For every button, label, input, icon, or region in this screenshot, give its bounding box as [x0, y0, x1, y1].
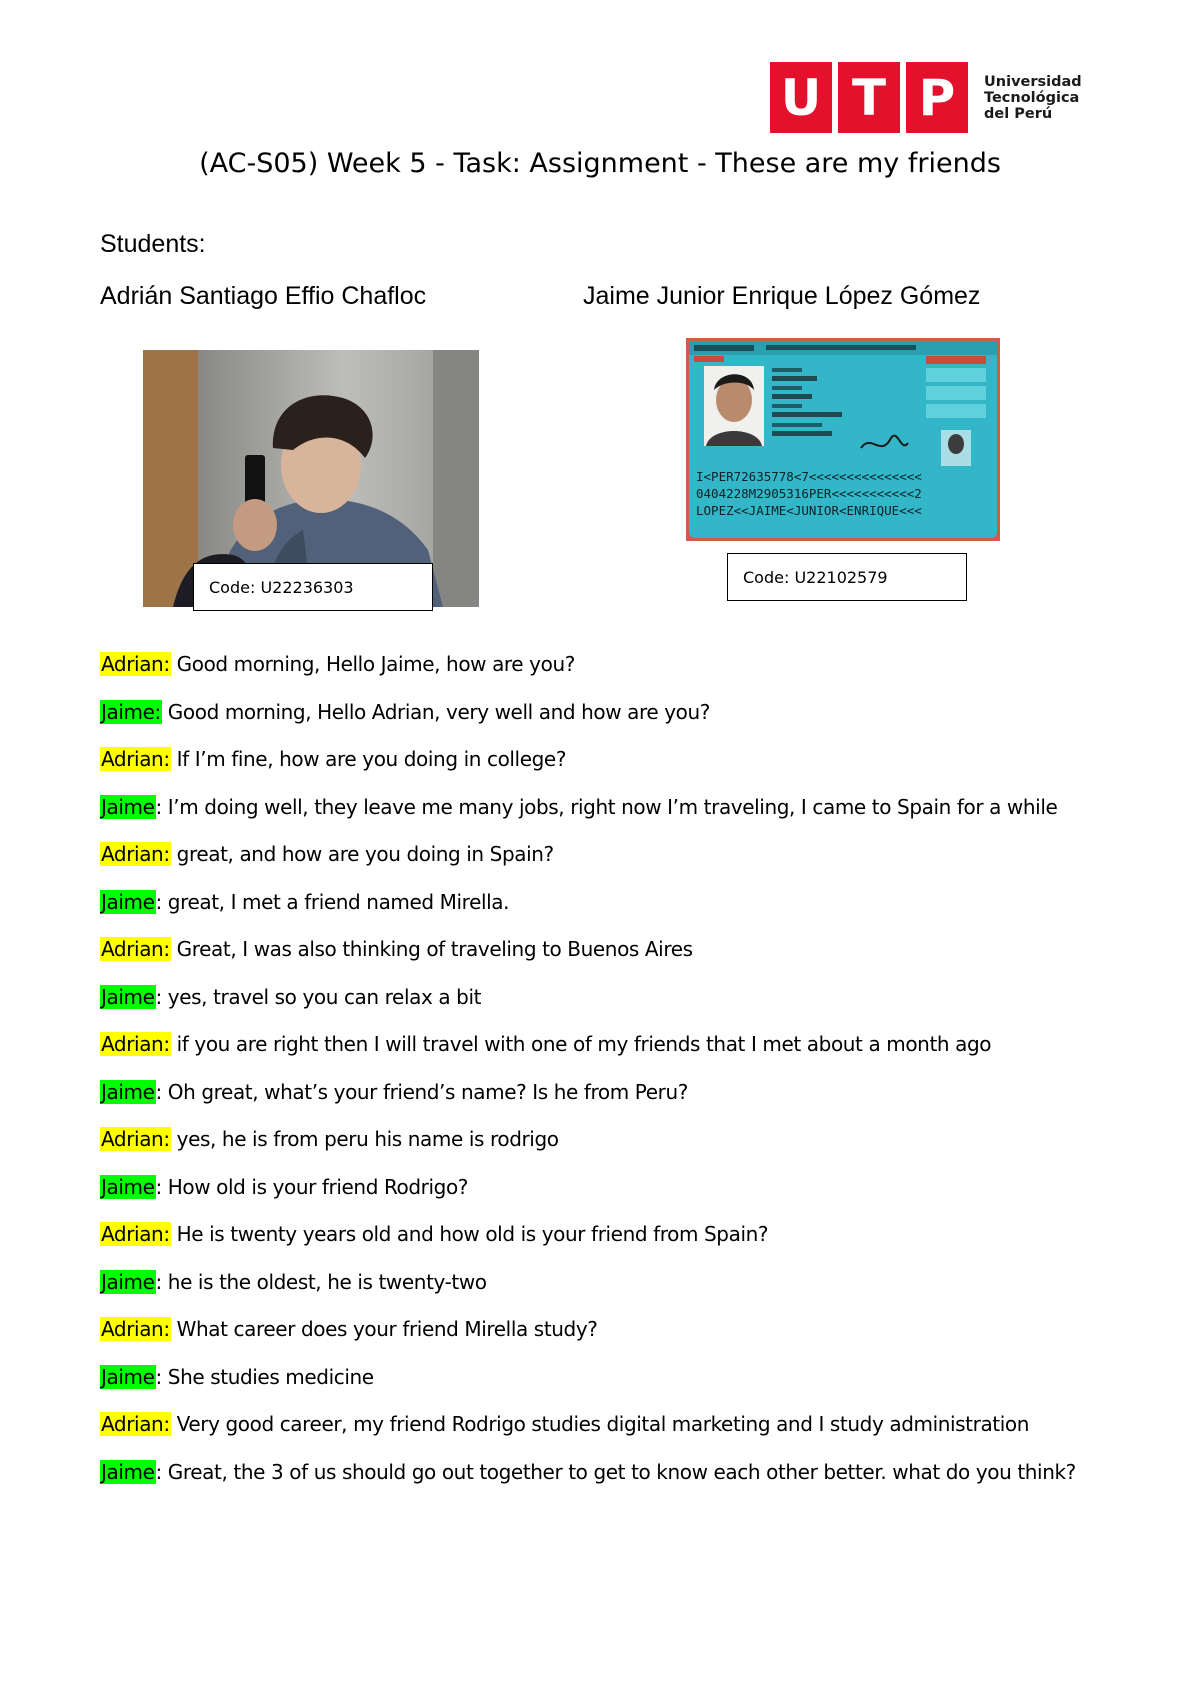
dialogue: [100, 650, 1100, 1505]
speaker-adrian: Adrian:: [101, 937, 170, 961]
logo-letter-p: P: [918, 68, 956, 127]
dialogue-text: Good morning, Hello Jaime, how are you?: [170, 652, 575, 676]
speaker-jaime: Jaime: [101, 1269, 155, 1294]
mrz-line-3: LOPEZ<<JAIME<JUNIOR<ENRIQUE<<<: [696, 503, 922, 518]
id-card-illustration: [686, 338, 1000, 541]
dialogue-text: If I’m fine, how are you doing in college?: [170, 747, 567, 771]
student-1-code: Code: U22236303: [193, 563, 433, 611]
dialogue-line: [100, 1410, 1100, 1439]
dialogue-line: [100, 745, 1100, 774]
speaker-adrian: Adrian:: [101, 1412, 170, 1436]
logo-block-u: [770, 62, 832, 133]
dialogue-line: [100, 1268, 1100, 1297]
speaker-jaime: Jaime: [101, 1079, 155, 1104]
students-label: Students:: [100, 230, 206, 258]
dialogue-line: [100, 698, 1100, 727]
student-2-id-card: [686, 338, 1000, 541]
speaker-jaime: Jaime: [101, 794, 155, 819]
dialogue-text: : How old is your friend Rodrigo?: [155, 1174, 469, 1199]
dialogue-text: : Oh great, what’s your friend’s name? Is he from Peru?: [155, 1079, 688, 1104]
speaker-adrian: Adrian:: [101, 747, 170, 771]
mrz-line-2: 0404228M2905316PER<<<<<<<<<<<2: [696, 486, 922, 501]
dialogue-text: : She studies medicine: [155, 1364, 374, 1389]
speaker-adrian: Adrian:: [101, 842, 170, 866]
speaker-jaime: Jaime: [101, 1174, 155, 1199]
dialogue-text: : I’m doing well, they leave me many jobs, right now I’m traveling, I came to Spain for a while: [155, 794, 1058, 819]
dialogue-line: [100, 840, 1100, 869]
student-2-code: Code: U22102579: [727, 553, 967, 601]
speaker-adrian: Adrian:: [101, 1222, 170, 1246]
logo-block-t: [838, 62, 900, 133]
dialogue-text: : yes, travel so you can relax a bit: [155, 984, 482, 1009]
logo-block-p: [906, 62, 968, 133]
student-name-1: Adrián Santiago Effio Chafloc: [100, 282, 427, 310]
dialogue-text: Very good career, my friend Rodrigo studies digital marketing and I study administration: [170, 1412, 1030, 1436]
speaker-adrian: Adrian:: [101, 1317, 170, 1341]
mrz-line-1: I<PER72635778<7<<<<<<<<<<<<<<<: [696, 469, 922, 484]
dialogue-line: [100, 1125, 1100, 1154]
dialogue-text: : great, I met a friend named Mirella.: [155, 889, 510, 914]
dialogue-text: : he is the oldest, he is twenty-two: [155, 1269, 487, 1294]
speaker-jaime: Jaime: [101, 889, 155, 914]
dialogue-text: Good morning, Hello Adrian, very well and how are you?: [161, 699, 711, 724]
dialogue-line: [100, 1030, 1100, 1059]
speaker-jaime: Jaime: [101, 1364, 155, 1389]
dialogue-line: [100, 1173, 1100, 1202]
dialogue-text: Great, I was also thinking of traveling to Buenos Aires: [170, 937, 693, 961]
speaker-adrian: Adrian:: [101, 1032, 170, 1056]
logo-university-name: [984, 74, 1082, 122]
speaker-adrian: Adrian:: [101, 652, 170, 676]
logo-text-line-1: Universidad: [984, 73, 1082, 90]
logo-text-line-2: Tecnológica: [984, 89, 1080, 106]
speaker-adrian: Adrian:: [101, 1127, 170, 1151]
dialogue-text: if you are right then I will travel with one of my friends that I met about a month ago: [170, 1032, 992, 1056]
logo-letter-u: U: [780, 68, 822, 127]
dialogue-line: [100, 935, 1100, 964]
dialogue-text: great, and how are you doing in Spain?: [170, 842, 554, 866]
dialogue-line: [100, 983, 1100, 1012]
dialogue-line: [100, 888, 1100, 917]
dialogue-line: [100, 793, 1100, 822]
speaker-jaime: Jaime: [101, 1459, 155, 1484]
dialogue-line: [100, 1363, 1100, 1392]
student-name-2: Jaime Junior Enrique López Gómez: [583, 282, 981, 310]
speaker-jaime: Jaime:: [101, 699, 161, 724]
dialogue-line: [100, 1458, 1100, 1487]
speaker-jaime: Jaime: [101, 984, 155, 1009]
utp-logo: [770, 62, 1082, 133]
dialogue-line: [100, 1078, 1100, 1107]
dialogue-text: : Great, the 3 of us should go out together to get to know each other better. what do you think?: [155, 1459, 1076, 1484]
dialogue-text: He is twenty years old and how old is your friend from Spain?: [170, 1222, 769, 1246]
dialogue-line: [100, 1220, 1100, 1249]
logo-letter-t: T: [851, 68, 887, 127]
page-title: (AC-S05) Week 5 - Task: Assignment - These are my friends: [199, 148, 1001, 179]
logo-text-line-3: del Perú: [984, 105, 1053, 122]
dialogue-line: [100, 1315, 1100, 1344]
dialogue-text: What career does your friend Mirella study?: [170, 1317, 598, 1341]
dialogue-text: yes, he is from peru his name is rodrigo: [170, 1127, 559, 1151]
dialogue-line: [100, 650, 1100, 679]
